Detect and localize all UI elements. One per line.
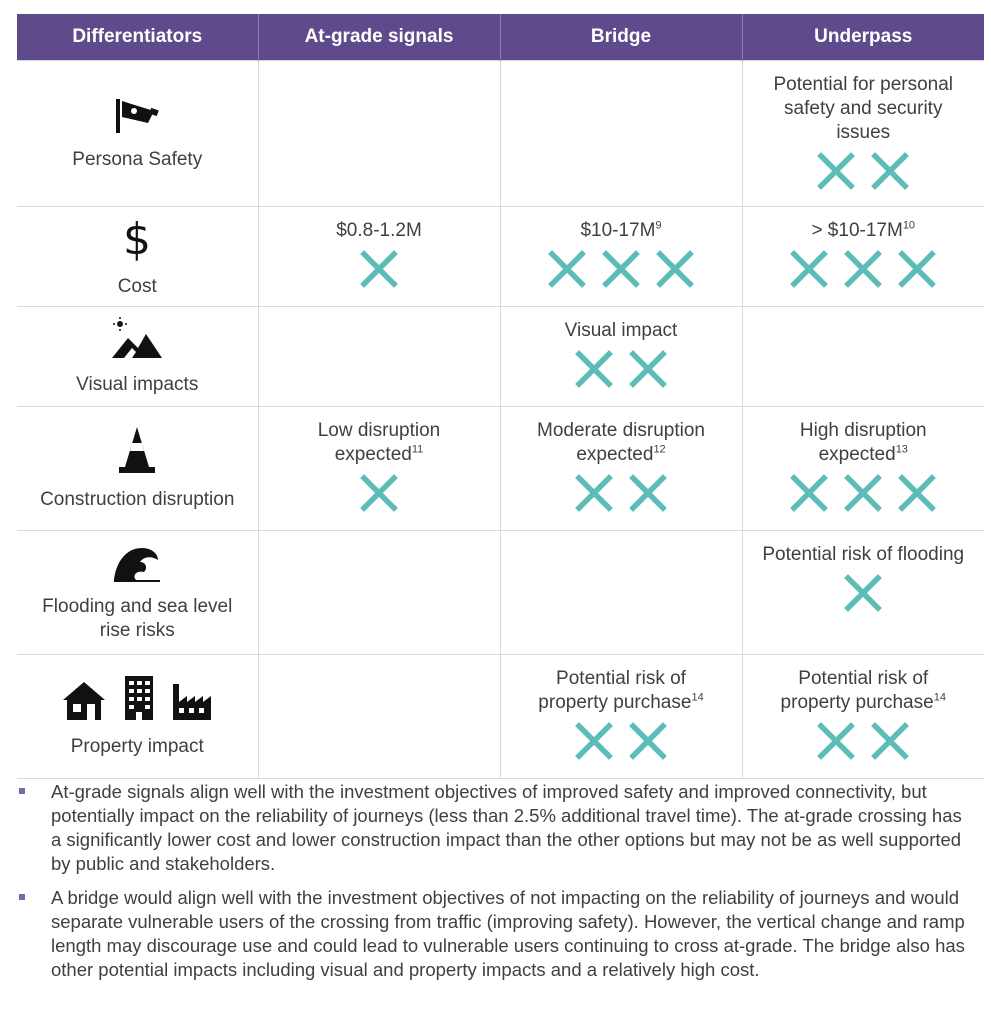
table-row — [17, 207, 984, 307]
factory-icon — [171, 680, 213, 729]
landscape-icon — [110, 316, 164, 367]
note-at-grade — [17, 780, 977, 876]
header-underpass: Underpass — [742, 14, 984, 61]
building-icon — [123, 674, 155, 729]
table-row — [17, 655, 984, 779]
cross-icon — [789, 249, 829, 289]
cross-icon — [359, 473, 399, 513]
footnote-ref: 14 — [933, 691, 946, 704]
cross-icon — [816, 721, 856, 761]
note-bridge — [17, 886, 977, 982]
cell-underpass — [742, 407, 984, 531]
differentiator-label: Property impact — [70, 736, 204, 757]
cross-icon — [655, 249, 695, 289]
cross-icon — [574, 349, 614, 389]
crosses-group — [743, 721, 985, 761]
crosses-group — [259, 473, 500, 513]
cross-icon — [359, 249, 399, 289]
house-icon — [61, 680, 107, 729]
differentiator-cell — [17, 307, 258, 407]
cell-underpass — [742, 655, 984, 779]
cell-text: > $10-17M — [811, 220, 903, 241]
traffic-cone-icon — [115, 425, 159, 482]
notes-list — [17, 780, 977, 992]
cell-text: Potential risk of property purchase — [780, 668, 934, 713]
cell-bridge — [500, 207, 742, 307]
cell-text: Potential risk of property purchase — [538, 668, 692, 713]
crosses-group — [501, 249, 742, 289]
wave-icon — [112, 542, 162, 589]
crosses-group — [743, 249, 985, 289]
differentiator-cell — [17, 207, 258, 307]
header-row — [17, 14, 984, 61]
cell-underpass — [742, 207, 984, 307]
header-at-grade-signals: At-grade signals — [258, 14, 500, 61]
cross-icon — [843, 249, 883, 289]
crosses-group — [501, 349, 742, 389]
footnote-ref: 11 — [411, 443, 424, 456]
crosses-group — [501, 473, 742, 513]
crosses-group — [743, 151, 985, 191]
table-row — [17, 407, 984, 531]
cell-text: Low disruption expected — [317, 420, 441, 465]
footnote-ref: 12 — [653, 443, 666, 456]
cell-text: Visual impact — [564, 320, 678, 341]
cell-underpass — [742, 531, 984, 655]
cell-at-grade — [258, 207, 500, 307]
differentiator-cell — [17, 407, 258, 531]
cell-bridge — [500, 61, 742, 207]
cell-text: Potential risk of flooding — [762, 544, 965, 565]
cell-at-grade — [258, 655, 500, 779]
security-camera-icon — [112, 95, 162, 142]
differentiators-table — [17, 14, 984, 779]
cell-at-grade — [258, 531, 500, 655]
cell-text: High disruption expected — [799, 420, 927, 465]
bullet-icon — [19, 788, 25, 794]
crosses-group — [259, 249, 500, 289]
cross-icon — [897, 473, 937, 513]
cell-bridge — [500, 531, 742, 655]
cross-icon — [601, 249, 641, 289]
cross-icon — [843, 573, 883, 613]
differentiator-label: Visual impacts — [76, 374, 199, 395]
header-differentiators: Differentiators — [17, 14, 258, 61]
cross-icon — [628, 349, 668, 389]
differentiator-label: Persona Safety — [72, 149, 203, 170]
dollar-icon — [119, 214, 155, 269]
footnote-ref: 13 — [895, 443, 908, 456]
table-row — [17, 307, 984, 407]
cell-text: $0.8-1.2M — [336, 220, 422, 241]
footnote-ref: 10 — [902, 219, 916, 232]
differentiator-cell — [17, 61, 258, 207]
cross-icon — [843, 473, 883, 513]
cell-at-grade — [258, 61, 500, 207]
differentiator-label: Flooding and sea level rise risks — [42, 596, 233, 641]
differentiator-label: Cost — [117, 276, 157, 297]
crosses-group — [501, 721, 742, 761]
crosses-group — [743, 573, 985, 613]
table-row — [17, 61, 984, 207]
header-bridge: Bridge — [500, 14, 742, 61]
cross-icon — [628, 473, 668, 513]
bullet-icon — [19, 894, 25, 900]
differentiator-cell — [17, 655, 258, 779]
cell-at-grade — [258, 307, 500, 407]
cross-icon — [870, 151, 910, 191]
differentiator-cell — [17, 531, 258, 655]
cell-bridge — [500, 407, 742, 531]
cell-underpass — [742, 307, 984, 407]
footnote-ref: 14 — [691, 691, 704, 704]
cross-icon — [547, 249, 587, 289]
cross-icon — [574, 721, 614, 761]
cross-icon — [816, 151, 856, 191]
footnote-ref: 9 — [655, 219, 662, 232]
cell-text: Potential for personal safety and security issues — [773, 74, 954, 143]
crosses-group — [743, 473, 985, 513]
cell-underpass — [742, 61, 984, 207]
cell-bridge — [500, 655, 742, 779]
cross-icon — [628, 721, 668, 761]
cell-at-grade — [258, 407, 500, 531]
svg-text:$: $ — [123, 214, 152, 262]
note-text: A bridge would align well with the investment objectives of not impacting on the reliability of journeys and would separate vulnerable users of the crossing from traffic (improving safety). However, the vertical change and ramp length may discourage use and could lead to vulnerable users continuing to cross at-grade. The bridge also has other potential impacts including visual and property impacts and a relatively high cost. — [51, 887, 965, 980]
cell-bridge — [500, 307, 742, 407]
note-text: At-grade signals align well with the investment objectives of improved safety and improved connectivity, but potentially impact on the reliability of journeys (less than 2.5% additional travel time). The at-grade crossing has a significantly lower cost and lower construction impact than the other options but may not be as well supported by public and stakeholders. — [51, 781, 962, 874]
cell-text: Moderate disruption expected — [537, 420, 705, 465]
cross-icon — [897, 249, 937, 289]
cross-icon — [574, 473, 614, 513]
cross-icon — [870, 721, 910, 761]
differentiator-label: Construction disruption — [40, 489, 235, 510]
cell-text: $10-17M — [580, 220, 656, 241]
cross-icon — [789, 473, 829, 513]
table-row — [17, 531, 984, 655]
